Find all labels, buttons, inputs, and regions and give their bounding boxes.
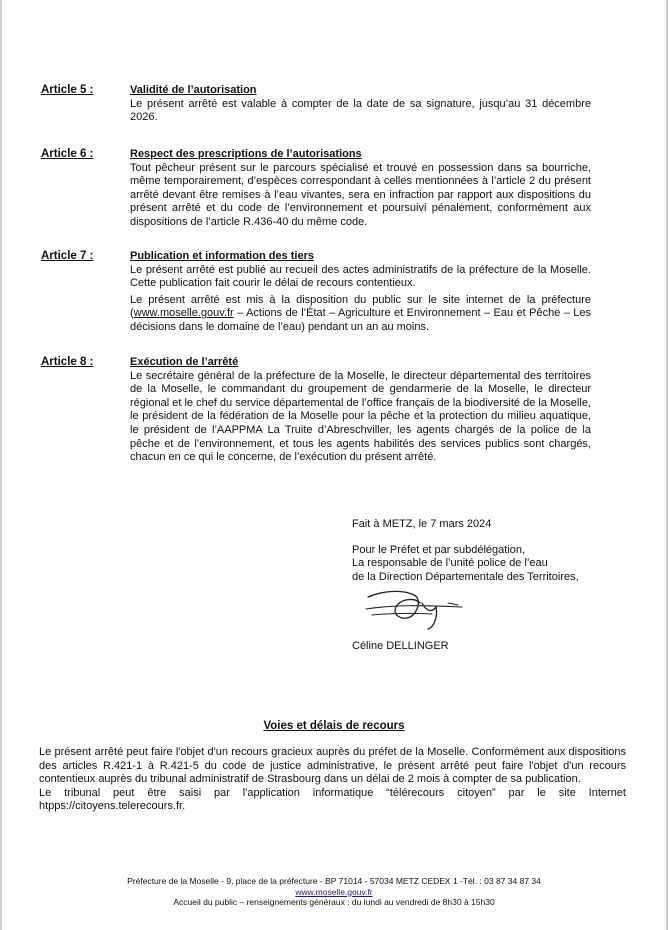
page-edge-left xyxy=(0,0,2,930)
signatory-name: Céline DELLINGER xyxy=(352,640,449,652)
article-paragraph: Tout pêcheur présent sur le parcours spécialisé et trouvé en possession dans sa bourriche, même temporairement, d’espèces correspondant à celles mentionnées à l’article 2 du présent arrêté devant être remises à l’eau vivantes, sera en infraction par rapport aux dispositions du présent arrêté et du code de l’environnement et poursuivi pénalement, conformément aux dispositions de l’article R.436-40 du même code. xyxy=(130,161,591,228)
article-body xyxy=(130,148,591,230)
article-label: Article 6 : xyxy=(41,148,94,160)
article-title: Exécution de l’arrêté xyxy=(130,356,239,368)
article-title: Validité de l’autorisation xyxy=(130,84,257,96)
footer-hours: Accueil du public – renseignements généraux : du lundi au vendredi de 8h30 à 15h30 xyxy=(173,897,495,907)
article-paragraph: Le présent arrêté est publié au recueil des actes administratifs de la préfecture de la Moselle. Cette publication fait courir le délai de recours contentieux. xyxy=(130,263,591,290)
signature-line: Pour le Préfet et par subdélégation, xyxy=(352,543,526,556)
paragraph-end: – Actions de l’État – Agriculture et Environnement – Eau et Pêche – Les décisions dans le domaine de l’eau) pendant un an au moins. xyxy=(130,307,591,333)
paragraph-start: Le présent arrêté est mis à la disposition du public sur le site internet de la préfecture ( xyxy=(130,293,591,320)
recours-body xyxy=(39,746,626,814)
recours-paragraph: Le tribunal peut être saisi par l'application informatique “télérecours citoyen” par le site Internet htpps://citoyens.telerecours.fr. xyxy=(39,786,626,813)
article-title: Publication et information des tiers xyxy=(130,250,314,262)
article-8 xyxy=(41,356,591,465)
footer-website-link[interactable]: www.moselle.gouv.fr xyxy=(295,886,373,897)
signature-line: de la Direction Départementale des Territoires, xyxy=(352,570,579,583)
article-paragraph xyxy=(130,294,591,335)
handwritten-signature xyxy=(362,583,466,631)
prefecture-website-link[interactable]: www.moselle.gouv.fr xyxy=(133,307,234,320)
signature-date: Fait à METZ, le 7 mars 2024 xyxy=(352,518,492,530)
article-label: Article 5 : xyxy=(41,84,94,96)
footer-address: Préfecture de la Moselle - 9, place de la préfecture - BP 71014 - 57034 METZ CEDEX 1 -Tél. : 03 87 34 87 34 xyxy=(127,876,541,886)
article-paragraph: Le présent arrêté est valable à compter de la date de sa signature, jusqu’au 31 décembre 2026. xyxy=(130,97,591,124)
article-title: Respect des prescriptions de l’autorisations xyxy=(130,148,362,160)
signature-line: La responsable de l’unité police de l’eau xyxy=(352,557,548,570)
article-body xyxy=(130,84,591,125)
article-label: Article 7 : xyxy=(41,250,94,262)
article-body xyxy=(130,356,591,465)
page-footer xyxy=(0,876,668,908)
signature-block xyxy=(352,518,579,584)
article-body xyxy=(130,250,591,335)
article-paragraph: Le secrétaire général de la préfecture de la Moselle, le directeur départemental des territoires de la Moselle, le commandant du groupement de gendarmerie de la Moselle, le directeur régional et le chef du service départemental de l’office français de la biodiversité de la Moselle, le président de la fédération de la Moselle pour la pêche et la protection du milieu aquatique, le président de l’AAPPMA La Truite d’Abreschviller, les agents chargés de la police de la pêche et de l’environnement, et tous les agents habilités des services publics sont chargés, chacun en ce qui le concerne, de l’exécution du présent arrêté. xyxy=(130,369,591,464)
recours-paragraph: Le présent arrêté peut faire l'objet d'un recours gracieux auprès du préfet de la Moselle. Conformément aux dispositions des articles R.421-1 à R.421-5 du code de justice administrative, le présent arrêté peut faire l'objet d'un recours contentieux auprès du tribunal administratif de Strasbourg dans un délai de 2 mois à compter de sa publication. xyxy=(39,746,626,786)
recours-title: Voies et délais de recours xyxy=(263,720,405,732)
article-7 xyxy=(41,250,591,335)
article-6 xyxy=(41,148,591,230)
article-5 xyxy=(41,84,591,125)
article-label: Article 8 : xyxy=(41,356,94,368)
